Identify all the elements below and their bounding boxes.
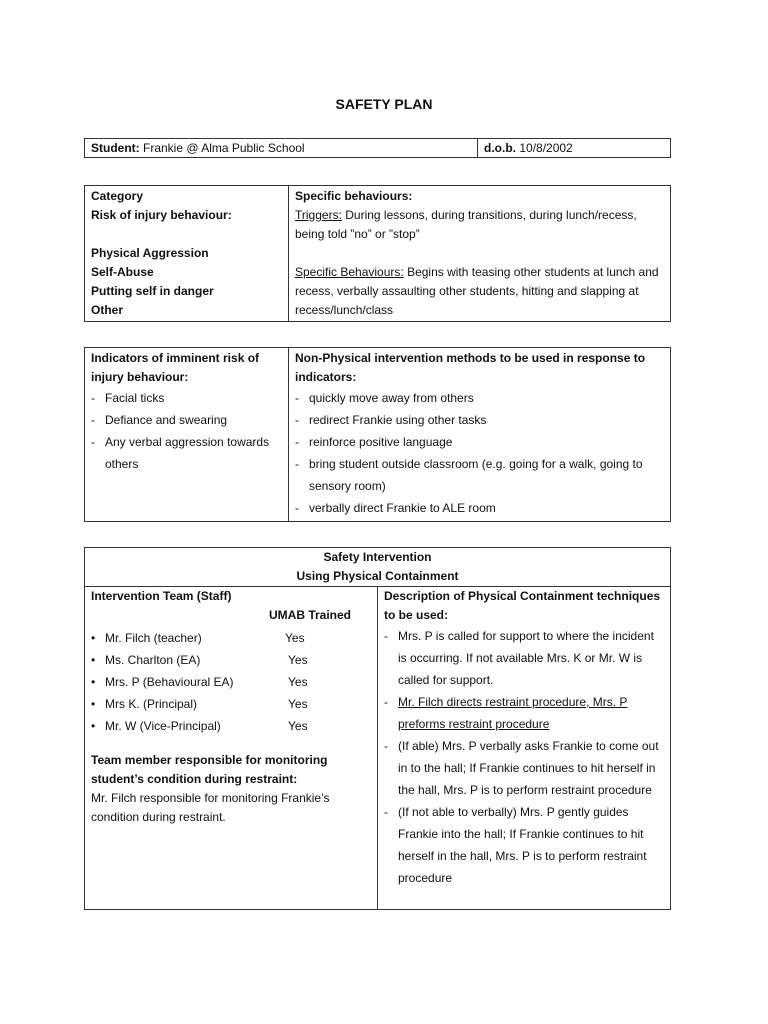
student-value: Frankie @ Alma Public School — [143, 141, 305, 155]
staff-row: • Mr. W (Vice-Principal) Yes — [91, 715, 371, 737]
method-item: - redirect Frankie using other tasks — [295, 413, 487, 427]
student-cell — [85, 139, 478, 158]
indicator-item: - Any verbal aggression towards others — [91, 435, 270, 471]
staff-name: Mr. Filch (teacher) — [105, 631, 202, 645]
method-item: - quickly move away from others — [295, 391, 474, 405]
specific-body: Begins with teasing other students at lunch and recess, verbally assaulting other students, hitting and slapping at recess/lunch/class — [295, 265, 659, 317]
safety-heading-cell — [85, 548, 671, 587]
method-item: - bring student outside classroom (e.g. going for a walk, going to sensory room) — [295, 457, 643, 493]
methods-cell — [289, 348, 671, 522]
monitor-text: Mr. Filch responsible for monitoring Frankie’s condition during restraint. — [91, 791, 330, 824]
page-title: SAFETY PLAN — [335, 96, 433, 112]
risk-label: Risk of injury behaviour: — [91, 208, 232, 222]
staff-row: • Mr. Filch (teacher) Yes — [91, 627, 371, 649]
dob-value: 10/8/2002 — [519, 141, 573, 155]
staff-trained: Yes — [285, 631, 305, 645]
dob-label: d.o.b. — [484, 141, 516, 155]
category-item: Self-Abuse — [91, 265, 154, 279]
triggers-text — [295, 206, 664, 244]
indicators-heading: Indicators of imminent risk of injury behaviour: — [91, 351, 260, 384]
staff-row: • Mrs. P (Behavioural EA) Yes — [91, 671, 371, 693]
indicator-item: - Defiance and swearing — [91, 413, 228, 427]
category-item: Physical Aggression — [91, 246, 209, 260]
staff-row: • Ms. Charlton (EA) Yes — [91, 649, 371, 671]
staff-trained: Yes — [288, 653, 308, 667]
student-table — [84, 138, 671, 158]
technique-item: - Mrs. P is called for support to where the incident is occurring. If not available Mrs. K or Mr. W is called for support. — [384, 629, 654, 687]
team-cell — [85, 587, 378, 910]
triggers-label: Triggers: — [295, 208, 342, 222]
dob-cell — [478, 139, 671, 158]
description-cell — [378, 587, 671, 910]
technique-item: - Mr. Filch directs restraint procedure, Mrs. P preforms restraint procedure — [384, 695, 628, 731]
indicators-table — [84, 347, 671, 522]
staff-trained: Yes — [288, 697, 308, 711]
staff-trained: Yes — [288, 719, 308, 733]
monitor-heading: Team member responsible for monitoring student’s condition during restraint: — [91, 753, 328, 786]
specific-heading: Specific behaviours: — [295, 189, 413, 203]
staff-name: Ms. Charlton (EA) — [105, 653, 201, 667]
staff-trained: Yes — [288, 675, 308, 689]
category-table — [84, 185, 671, 322]
category-cell — [85, 186, 289, 322]
description-heading: Description of Physical Containment techniques to be used: — [384, 589, 661, 622]
category-item: Putting self in danger — [91, 284, 214, 298]
specific-label: Specific Behaviours: — [295, 265, 404, 279]
safety-intervention-table — [84, 547, 671, 910]
staff-row: • Mrs K. (Principal) Yes — [91, 693, 371, 715]
specific-behaviours-cell — [289, 186, 671, 322]
method-item: - reinforce positive language — [295, 435, 453, 449]
technique-item: - (If not able to verbally) Mrs. P gently guides Frankie into the hall; If Frankie continues to hit herself in the hall, Mrs. P is to perform restraint procedure — [384, 805, 647, 885]
indicators-cell — [85, 348, 289, 522]
student-label: Student: — [91, 141, 140, 155]
category-heading: Category — [91, 189, 144, 203]
triggers-body: During lessons, during transitions, during lunch/recess, being told ”no” or ”stop” — [295, 208, 637, 241]
method-item: - verbally direct Frankie to ALE room — [295, 501, 496, 515]
technique-item: - (If able) Mrs. P verbally asks Frankie to come out in to the hall; If Frankie continues to hit herself in the hall, Mrs. P is to perform restraint procedure — [384, 739, 659, 797]
staff-name: Mr. W (Vice-Principal) — [105, 719, 221, 733]
methods-heading: Non-Physical intervention methods to be used in response to indicators: — [295, 351, 646, 384]
safety-heading: Safety Intervention — [323, 550, 432, 564]
indicator-item: - Facial ticks — [91, 391, 165, 405]
staff-name: Mrs K. (Principal) — [105, 697, 198, 711]
safety-subheading: Using Physical Containment — [296, 569, 459, 583]
category-item: Other — [91, 303, 124, 317]
specific-text — [295, 263, 664, 320]
umab-heading: UMAB Trained — [268, 608, 351, 622]
team-heading: Intervention Team (Staff) — [91, 589, 232, 603]
staff-name: Mrs. P (Behavioural EA) — [105, 675, 234, 689]
